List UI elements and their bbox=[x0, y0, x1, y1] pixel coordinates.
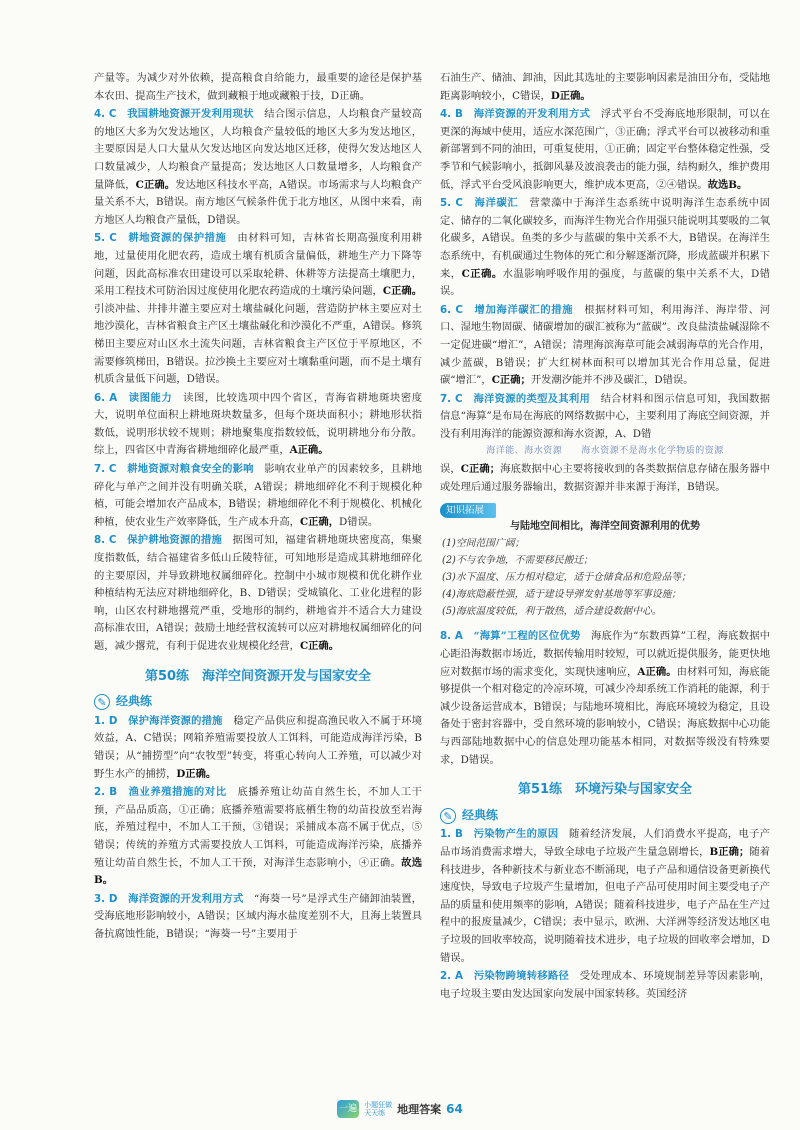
question-topic: 保护海洋资源的措施 bbox=[128, 714, 223, 727]
answer-highlight: D正确。 bbox=[176, 767, 217, 780]
brand-tagline bbox=[364, 1101, 392, 1117]
explanation: 根据材料可知，利用海洋、海岸带、河口、湿地生物固碳、储碳增加的碳汇被称为“蓝碳”。改良盐渍盐碱湿除不一定促进碳“增汇”，A错误；清理海滨海草可能会减弱海草的光合作用，减少蓝碳，B错误；扩大红树林面积可以增加其光合作用总量，促进碳“增汇”， bbox=[440, 303, 771, 387]
page-number: 64 bbox=[446, 1102, 463, 1116]
question-6 bbox=[94, 390, 422, 460]
explanation: 随着经济发展，人们消费水平提高，电子产品市场消费需求增大，导致全球电子垃圾产生量急剧增长， bbox=[440, 828, 771, 858]
explanation: 营蒙藻中于海洋生态系统中说明海洋生态系统中固定、储存的二氧化碳较多，而海洋生物光合作用强只能说明其要吸的二氧化碳多，A错误。鱼类的多少与蓝碳的集中关系不大，B错误。在海洋生态系统中，有机碳通过生物体的死亡和分解逐渐沉降，形成蓝碳并积累下来， bbox=[440, 197, 771, 280]
question-3 bbox=[94, 891, 422, 944]
question-5 bbox=[94, 230, 422, 388]
question-1 bbox=[440, 826, 770, 967]
handwritten-annotation: 海洋能、海水资源 海水资源不是海水化学物质的资源 bbox=[486, 446, 724, 457]
tagline-line: 小题狂做 bbox=[364, 1101, 393, 1109]
explanation-tail: 由材料可知，海底能够提供一个相对稳定的冷凉环境，可减少冷却系统工作消耗的能源，利于减少设备运营成本，B错误；与陆地环境相比，海底环境较为稳定，且设备处于密封容器中，受自然环境的影响较小，C错误；海底数据中心功能与西部陆地数据中心的信息处理功能基本相同，对数据等级没有特殊要求，D错误。 bbox=[440, 665, 771, 766]
question-number: 6. A bbox=[94, 391, 118, 404]
question-topic: 海洋资源的开发利用方式 bbox=[473, 108, 591, 121]
section-title-50: 第50练 海洋空间资源开发与国家安全 bbox=[144, 668, 372, 684]
explanation: 由材料可知，吉林省长期高强度利用耕地，过量使用化肥农药，造成土壤有机质含量偏低，耕地生产力下降等问题，因此高标准农田建设可以采取轮耕、休耕等方法提高土壤肥力，采用工程技术可防治因过度使用化肥农药造成的土壤污染问题， bbox=[94, 232, 423, 298]
explanation: 浮式平台不受海底地形限制，可以在更深的海域中使用，适应水深范围广，③正确；浮式平台可以被移动和重新部署到不同的油田，可重复使用，①正确；固定平台整体稳定性强，受季节和气候影响小，抵御风暴及波浪袭击的能力强，结构耐久，维护费用低，浮式平台受风浪影响更大，维护成本更高，②④错误。 bbox=[440, 108, 771, 191]
page-footer bbox=[0, 1100, 800, 1118]
explanation-tail: 引淡冲盐、井排井灌主要应对土壤盐碱化问题，营造防护林主要应对土地沙漠化，吉林省粮食主产区土壤盐碱化和沙漠化不严重，A错误。修筑梯田主要应对山区水土流失问题，吉林省粮食主产区位于平原地区，不需要修筑梯田，B错误。拉沙换土主要应对土壤黏重问题，而不是土壤有机质含量低下问题，D错误。 bbox=[94, 302, 422, 386]
explanation: 石油生产、储油、卸油，因此其选址的主要影响因素是油田分布，受陆地距离影响较小，C错误， bbox=[440, 72, 770, 102]
question-topic: 海洋资源的类型及其利用 bbox=[473, 392, 591, 405]
explanation-tail: 水温影响呼吸作用的强度，与蓝碳的集中关系不大，D错误。 bbox=[440, 267, 770, 298]
question-number: 8. A bbox=[440, 630, 463, 643]
pencil-circle-icon: ✎ bbox=[94, 694, 110, 710]
question-topic: 我国耕地资源开发利用现状 bbox=[127, 108, 254, 121]
question-topic: 渔业养殖措施的对比 bbox=[128, 786, 227, 799]
question-1 bbox=[94, 713, 422, 783]
paragraph bbox=[440, 70, 770, 105]
question-topic: “海算”工程的区位优势 bbox=[473, 630, 581, 643]
pencil-circle-icon: ✎ bbox=[440, 808, 456, 824]
answer-highlight: B正确； bbox=[709, 845, 750, 858]
paragraph bbox=[440, 461, 770, 496]
explanation-tail: D错误。 bbox=[339, 515, 379, 528]
question-number: 4. B bbox=[440, 108, 463, 121]
question-8 bbox=[94, 532, 422, 655]
explanation-tail: 开发潮汐能并不涉及碳汇，D错误。 bbox=[530, 374, 694, 387]
explanation: 读图，比较选项中四个省区，青海省耕地斑块密度大，说明单位面积上耕地斑块数量多，但每个斑块面积小；耕地形状指数低，说明形状较不规则；耕地聚集度指数较低，说明耕地分布分散。综上，四省区中青海省耕地细碎化最严重， bbox=[94, 391, 423, 457]
answer-highlight: D正确。 bbox=[550, 89, 591, 102]
question-number: 5. C bbox=[94, 232, 117, 245]
question-topic: 污染物跨境转移路径 bbox=[473, 970, 570, 983]
footer-label: 地理答案 bbox=[397, 1103, 442, 1116]
explanation: 结合图示信息，人均粮食产量较高的地区大多为欠发达地区，人均粮食产量较低的地区大多为发达地区，主要原因是人口大量从欠发达地区向发达地区迁移，使得欠发达地区人口数量减少，人均粮食产量提高；发达地区人口数量增多，人均粮食产量降低， bbox=[94, 108, 423, 191]
explanation: 受处理成本、环境规制差异等因素影响，电子垃圾主要由发达国家向发展中国家转移。英国经济 bbox=[440, 970, 771, 1000]
knowledge-item: (3)水下温度、压力相对稳定，适于仓储食品和危险品等； bbox=[442, 572, 692, 584]
knowledge-title: 与陆地空间相比，海洋空间资源利用的优势 bbox=[510, 520, 700, 532]
explanation: 据图可知，福建省耕地斑块密度高，集聚度指数低，结合福建省多低山丘陵特征，可知地形是造成其耕地细碎化的主要原因，并导致耕地权属细碎化。控制中小城市规模和优化耕作业种植结构无法应对耕地细碎化，B、D错误；受城镇化、工业化进程的影响，山区农村耕地撂荒严重，受地形的制约，耕地省并不适合大力建设高标准农田，A错误；鼓励土地经营权流转可以应对耕地权属细碎化的问题，减少撂荒，有利于促进农业规模化经营， bbox=[94, 534, 423, 652]
subsection-title: 经典练 bbox=[462, 807, 499, 822]
question-topic: 耕地资源对粮食安全的影响 bbox=[127, 463, 254, 476]
left-column bbox=[94, 70, 422, 944]
question-topic: 读图能力 bbox=[128, 391, 173, 404]
subsection-header bbox=[440, 807, 770, 825]
explanation: 底播养殖让幼苗自然生长，不加人工干预，产品品质高，①正确；底播养殖需要将底栖生物的幼苗投放至岩海底，养殖过程中，不加人工干预，③错误；采捕成本高不属于优点，⑤错误；传统的养殖方式需要投放人工饵料，可能造成海洋污染，底播养殖让幼苗自然生长，不加人工干预，对海洋生态影响小，④正确。 bbox=[94, 786, 423, 869]
explanation: 海底作为“东数西算”工程，海底数据中心距沿海数据市场近，数据传输用时较短，可以就近提供服务，能更快地应对数据市场的需求变化，实现快速响应， bbox=[440, 630, 771, 678]
question-number: 2. B bbox=[94, 786, 118, 799]
question-topic: 保护耕地资源的措施 bbox=[127, 534, 223, 547]
explanation: 误， bbox=[440, 463, 461, 476]
brand-logo-icon: 一遍 bbox=[337, 1100, 359, 1118]
answer-highlight: A正确。 bbox=[289, 444, 329, 457]
answer-highlight: 故选B。 bbox=[94, 856, 423, 887]
question-number: 1. D bbox=[94, 714, 118, 727]
knowledge-item: (2)不与农争地，不需要移民搬迁； bbox=[442, 555, 594, 567]
question-8 bbox=[440, 628, 770, 769]
knowledge-box bbox=[440, 502, 770, 620]
explanation: 结合材料和图示信息可知，我国数据信息“海算”是布局在海底的网络数据中心，主要利用了海底空间资源，并没有利用海洋的能源资源和海水资源，A、D错 bbox=[440, 392, 771, 440]
question-7 bbox=[94, 461, 422, 531]
answer-highlight: C正确。 bbox=[135, 178, 176, 191]
question-number: 4. C bbox=[94, 108, 117, 121]
explanation: 稳定产品供应和提高渔民收入不属于环境效益，A、C错误；网箱养殖需要投放人工饵料，可能造成海洋污染，B错误；从“捕捞型”向“农牧型”转变，将重心转向人工养殖，可以减少对野生水产的捕捞， bbox=[94, 714, 423, 780]
question-topic: 污染物产生的原因 bbox=[473, 828, 559, 841]
explanation-tail: 发达地区科技水平高，A错误。市场需求与人均粮食产量关系不大，B错误。南方地区气候条件优于北方地区，从图中来看，南方地区人均粮食产量低，D错误。 bbox=[94, 178, 423, 226]
question-6 bbox=[440, 302, 770, 390]
question-topic: 海洋碳汇 bbox=[474, 197, 519, 210]
subsection-title: 经典练 bbox=[116, 694, 153, 709]
explanation-tail: 海底数据中心主要将接收到的各类数据信息存储在服务器中或处理后通过服务器输出，数据资源并非来源于海洋，B错误。 bbox=[440, 463, 771, 493]
question-5 bbox=[440, 195, 770, 301]
question-number: 7. C bbox=[440, 392, 463, 405]
section-title-51: 第51练 环境污染与国家安全 bbox=[517, 782, 693, 798]
question-number: 3. D bbox=[94, 892, 118, 905]
question-topic: 耕地资源的保护措施 bbox=[128, 232, 227, 245]
question-4 bbox=[440, 106, 770, 194]
answer-highlight: C正确。 bbox=[299, 640, 340, 652]
question-number: 1. B bbox=[440, 828, 463, 841]
question-number: 2. A bbox=[440, 970, 463, 983]
question-2 bbox=[94, 784, 422, 890]
right-column bbox=[440, 70, 770, 1003]
question-number: 7. C bbox=[94, 463, 117, 476]
subsection-header bbox=[94, 693, 422, 711]
question-4 bbox=[94, 106, 422, 229]
answer-highlight: C正确； bbox=[491, 374, 531, 387]
question-7 bbox=[440, 391, 770, 444]
question-number: 6. C bbox=[440, 303, 463, 316]
explanation: “海葵一号”是浮式生产储卸油装置，受海底地形影响较小，A错误；区域内海水盐度差别不大，且海上装置具备抗腐蚀性能，B错误；“海葵一号”主要用于 bbox=[94, 892, 423, 940]
knowledge-item: (5)海底温度较低，利于散热，适合建设数据中心。 bbox=[442, 606, 662, 618]
explanation-tail: 随着科技进步，各种新技术与新业态不断涌现，电子产品和通信设备更新换代速度快，导致电子垃圾产生量增加，但电子产品可使用时间主要受电子产品的质量和使用频率的影响，A错误；随着科技进步，电子产品在生产过程中的报废量减少，C错误；表中显示，欧洲、大洋洲等经济发达地区电子垃圾的回收率较高，说明随着技术进步，电子垃圾的回收率会增加，D错误。 bbox=[440, 845, 771, 964]
answer-highlight: 故选B。 bbox=[707, 178, 748, 191]
knowledge-item: (1)空间范围广阔； bbox=[442, 538, 525, 550]
paragraph: 产量等。为减少对外依赖，提高粮食自给能力，最重要的途径是保护基本农田、提高生产技术，做到藏粮于地或藏粮于技，D正确。 bbox=[94, 72, 422, 102]
question-topic: 海洋资源的开发利用方式 bbox=[128, 892, 244, 905]
answer-highlight: C正确。 bbox=[461, 267, 503, 280]
question-number: 5. C bbox=[440, 197, 463, 210]
answer-highlight: C正确。 bbox=[382, 285, 423, 298]
explanation: 影响农业单产的因素较多，且耕地碎化与单产之间并没有明确关联，A错误；耕地细碎化不利于规模化种植，可能会增加农产品成本，B错误；耕地细碎化不利于规模化、机械化种植，使农业生产效率降低，生产成本升高， bbox=[94, 463, 423, 528]
knowledge-badge: 知识拓展 bbox=[440, 503, 496, 518]
question-2 bbox=[440, 968, 770, 1003]
answer-highlight: C正确， bbox=[299, 515, 340, 528]
question-topic: 增加海洋碳汇的措施 bbox=[474, 303, 574, 316]
answer-highlight: A正确。 bbox=[637, 665, 677, 678]
answer-highlight: C正确； bbox=[460, 463, 501, 476]
knowledge-item: (4)海底隐蔽性强，适于建设导弹发射基地等军事设施； bbox=[442, 589, 682, 601]
question-number: 8. C bbox=[94, 534, 117, 547]
tagline-line: 天天练 bbox=[364, 1109, 386, 1117]
